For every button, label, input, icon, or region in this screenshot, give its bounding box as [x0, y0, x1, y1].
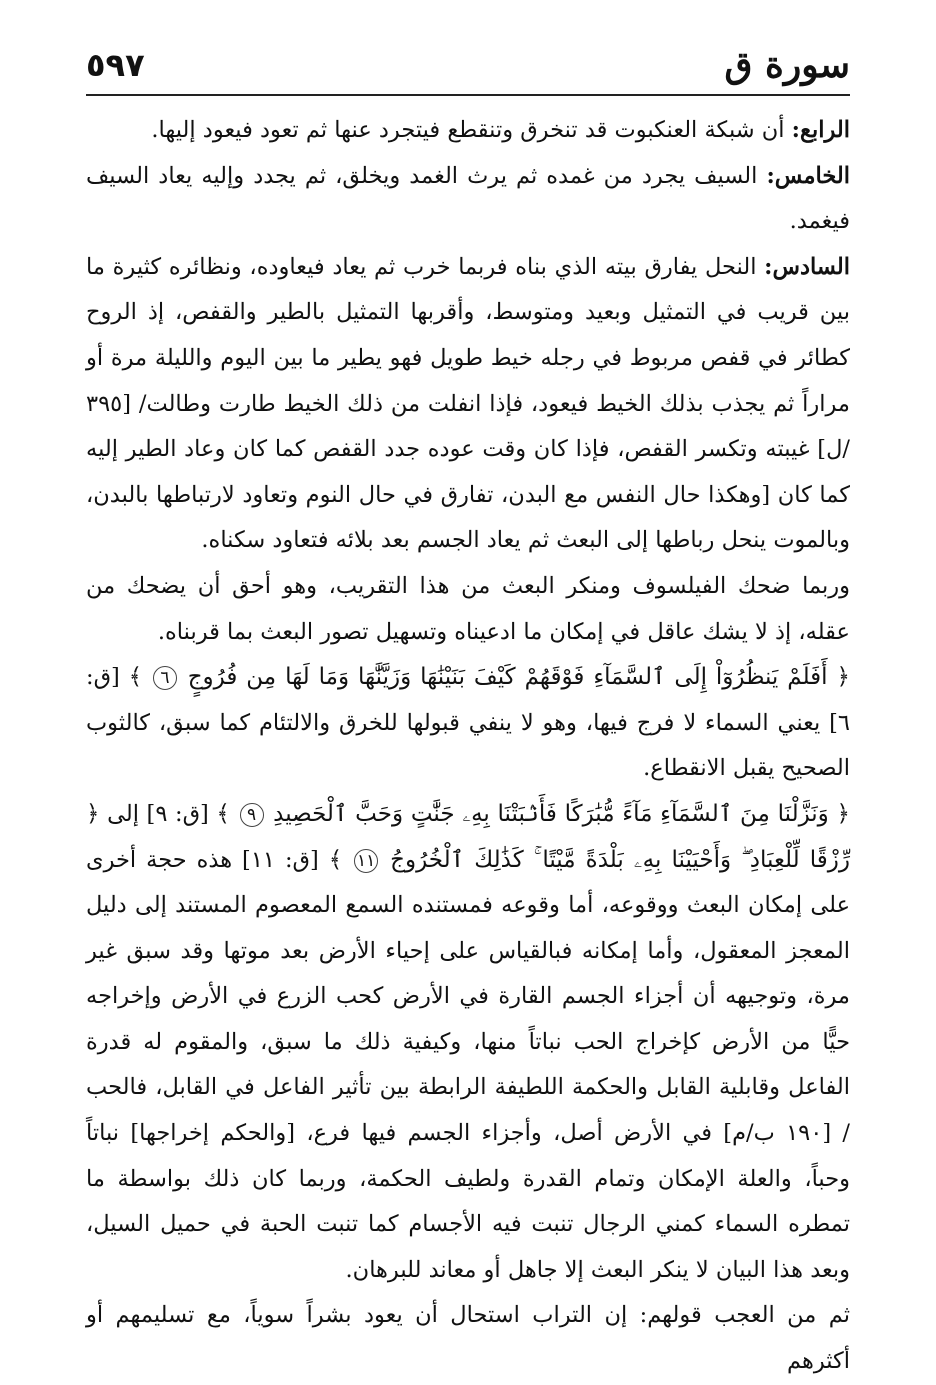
paragraph-label: السادس: — [764, 253, 850, 280]
paragraph-text: النحل يفارق بيته الذي بناه فربما خرب ثم يعاد فيعاوده، ونظائره كثيرة ما بين قريب في التمثيل وبعيد ومتوسط، وأقربها التمثيل بالطير والقفص، إذ الروح كطائر في قفص مربوط في رجله خيط طويل فهو يطير ما بين اليوم والليلة مرة أو مراراً ثم يجذب بذلك الخيط فيعود، فإذا انفلت من ذلك الخيط طارت وطالت/ [٣٩٥ /ل] غيبته وتكسر القفص، فإذا كان وقت عوده جدد القفص كما كان وعاد الطير إليه كما كان [وهكذا حال النفس مع البدن، تفارق في حال النوم وتعاود لارتباطها بالبدن، وبالموت ينحل رباطها إلى البعث ثم يعاد الجسم بعد بلائه فتعاود سكناه. — [86, 253, 850, 554]
ayah-number-marker: ٦ — [153, 666, 177, 690]
surah-title: سورة ق — [724, 44, 850, 86]
paragraph-label: الرابع: — [791, 117, 850, 143]
page-header — [86, 38, 850, 94]
paragraph-fifth — [86, 154, 850, 245]
ayah-number-marker: ١١ — [354, 849, 378, 873]
page-number: ٥٩٧ — [86, 46, 145, 84]
paragraph-sixth — [86, 245, 850, 564]
paragraph-text: أن شبكة العنكبوت قد تنخرق وتنقطع فيتجرد عنها ثم تعود فيعود إليها. — [151, 117, 792, 143]
paragraph-verse-6 — [86, 655, 850, 792]
paragraph-fourth — [86, 108, 850, 154]
quran-verse: ﴿ أَفَلَمْ يَنظُرُوٓاْ إِلَى ٱلسَّمَآءِ فَوْقَهُمْ كَيْفَ بَنَيْنَٰهَا وَزَيَّنَّٰهَا وَمَا لَهَا مِن فُرُوجٍ — [187, 664, 850, 691]
paragraph-text: [ق: ١١] هذه حجة أخرى على إمكان البعث ووقوعه، أما وقوعه فمستنده السمع المعصوم المستند إلى دليل المعجز المعقول، وأما إمكانه فبالقياس على إحياء الأرض بعد موتها وقد سبق غير مرة، وتوجيهه أن أجزاء الجسم القارة في الأرض كحب الزرع في الأرض وإخراجه حيًّا من الأرض كإخراج الحب نباتاً منها، وكيفية ذلك ما سبق، والمقوم له قدرة الفاعل وقابلية القابل والحكمة اللطيفة الرابطة بين تأثير الفاعل في القابل، فالحب / [١٩٠ ب/م] في الأرض أصل، وأجزاء الجسم فيها فرع، [والحكم إخراجها] نباتاً وحباً، والعلة الإمكان وتمام القدرة ولطيف الحكمة، وربما كان ذلك بواسطة ما تمطره السماء كمني الرجال تنبت فيه الأجسام كما تنبت الحبة في حميل السيل، وبعد هذا البيان لا ينكر البعث إلا جاهل أو معاند للبرهان. — [86, 846, 850, 1283]
header-divider — [86, 94, 850, 96]
quran-verse: ﴿ وَنَزَّلْنَا مِنَ ٱلسَّمَآءِ مَآءً مُّبَٰرَكًا فَأَنۢبَتْنَا بِهِۦ جَنَّٰتٍ وَحَبَّ ٱلْحَصِيدِ — [273, 800, 851, 827]
paragraph-text: السيف يجرد من غمده ثم يرث الغمد ويخلق، ثم يجدد وإليه يعاد السيف فيغمد. — [86, 162, 850, 235]
ayah-number-marker: ٩ — [240, 803, 264, 827]
quran-bracket-close: ﴾ — [216, 800, 230, 827]
quran-bracket-close: ﴾ — [328, 846, 343, 873]
paragraph-verses-9-11 — [86, 792, 850, 1294]
paragraph-text: [ق: ٦] يعني السماء لا فرج فيها، وهو لا ينفي قبولها للخرق والالتئام كما سبق، كالثوب الصحيح يقبل الانقطاع. — [86, 664, 850, 782]
paragraph-philosopher: وربما ضحك الفيلسوف ومنكر البعث من هذا التقريب، وهو أحق أن يضحك من عقله، إذ لا يشك عاقل في إمكان ما ادعيناه وتسهيل تصور البعث بما قربناه. — [86, 572, 850, 645]
quran-bracket-close: ﴾ — [128, 664, 143, 691]
paragraph-text: [ق: ٩] إلى — [99, 800, 217, 827]
paragraph-wonder: ثم من العجب قولهم: إن التراب استحال أن يعود بشراً سوياً، مع تسليمهم أو أكثرهم — [86, 1302, 850, 1375]
quran-verse: ﴿ رِّزْقًا لِّلْعِبَادِ ۖ وَأَحْيَيْنَا بِهِۦ بَلْدَةً مَّيْتًا ۚ كَذَٰلِكَ ٱلْخُرُوجُ — [86, 800, 850, 873]
page-body — [86, 108, 851, 1375]
paragraph-label: الخامس: — [766, 162, 850, 189]
